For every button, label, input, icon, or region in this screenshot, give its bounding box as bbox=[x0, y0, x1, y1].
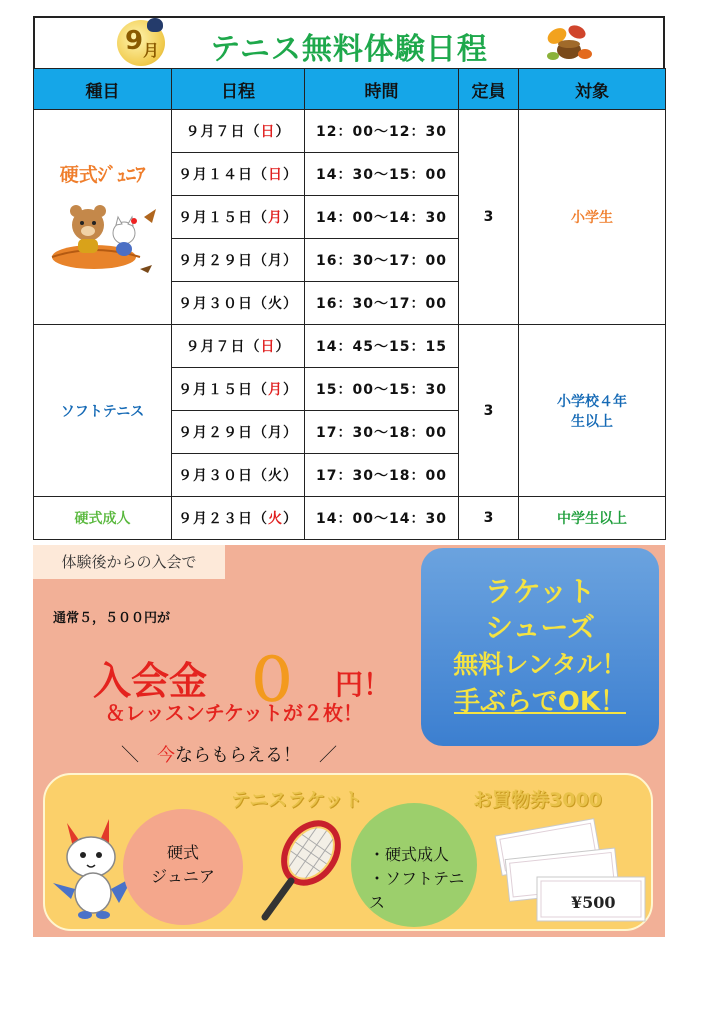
rental-line-free: 無料レンタル！ bbox=[453, 650, 627, 679]
promo-tab-label: 体験後からの入会で bbox=[33, 545, 225, 579]
shopping-voucher-icon bbox=[489, 813, 649, 925]
table-row bbox=[34, 325, 666, 368]
date-cell: ９月１４日（日） bbox=[172, 153, 305, 196]
rental-line-shoes: シューズ bbox=[484, 611, 596, 644]
normal-price-text: 通常５，５００円が bbox=[53, 611, 171, 626]
tennis-racket-icon bbox=[253, 815, 345, 927]
date-cell: ９月１５日（月） bbox=[172, 196, 305, 239]
target-cell: 中学生以上 bbox=[519, 497, 666, 540]
capacity-cell: 3 bbox=[459, 325, 519, 497]
ticket-offer-text: ＆レッスンチケットが２枚！ bbox=[105, 701, 363, 725]
table-row bbox=[34, 497, 666, 540]
time-cell: 15：00～15：30 bbox=[305, 368, 459, 411]
gift-voucher-label: お買物券3000 bbox=[473, 789, 602, 811]
fee-unit: 円！ bbox=[335, 668, 392, 701]
page-title: テニス無料体験日程 bbox=[210, 32, 488, 67]
time-cell: 12：00～12：30 bbox=[305, 110, 459, 153]
date-cell: ９月３０日（火） bbox=[172, 282, 305, 325]
category-cell-junior bbox=[34, 110, 172, 325]
bear-and-cat-on-leaf-icon bbox=[44, 195, 162, 275]
time-cell: 14：00～14：30 bbox=[305, 497, 459, 540]
date-cell: ９月１５日（月） bbox=[172, 368, 305, 411]
fee-value: ０ bbox=[243, 646, 302, 714]
date-cell: ９月７日（日） bbox=[172, 325, 305, 368]
table-header-row bbox=[34, 69, 666, 110]
svg-text:¥500: ¥500 bbox=[571, 893, 616, 912]
adult-softtennis-gift-circle: ・硬式成人 ・ソフトテニス bbox=[351, 803, 477, 927]
gift-racket-label: テニスラケット bbox=[231, 789, 363, 811]
category-label: 硬式ｼﾞｭﾆｱ bbox=[59, 163, 146, 186]
date-cell: ９月２９日（月） bbox=[172, 411, 305, 454]
col-header-category: 種目 bbox=[34, 69, 172, 110]
date-cell: ９月２３日（火） bbox=[172, 497, 305, 540]
col-header-time: 時間 bbox=[305, 69, 459, 110]
table-row bbox=[34, 110, 666, 153]
date-cell: ９月７日（日） bbox=[172, 110, 305, 153]
category-cell-adult: 硬式成人 bbox=[34, 497, 172, 540]
rental-line-ok: 手ぶらでOK！ bbox=[454, 687, 626, 717]
col-header-target: 対象 bbox=[519, 69, 666, 110]
time-cell: 14：00～14：30 bbox=[305, 196, 459, 239]
limited-offer-text: ＼ 今ならもらえる！ ／ bbox=[121, 745, 337, 766]
badge-month: 月 bbox=[143, 41, 160, 60]
free-rental-box bbox=[421, 548, 659, 746]
time-cell: 16：30～17：00 bbox=[305, 282, 459, 325]
col-header-date: 日程 bbox=[172, 69, 305, 110]
autumn-leaves-icon bbox=[543, 22, 595, 66]
fee-label: 入会金 bbox=[93, 659, 208, 703]
gift-box bbox=[43, 773, 653, 931]
time-cell: 17：30～18：00 bbox=[305, 454, 459, 497]
date-cell: ９月２９日（月） bbox=[172, 239, 305, 282]
time-cell: 14：30～15：00 bbox=[305, 153, 459, 196]
junior-gift-circle: 硬式 ジュニア bbox=[123, 809, 243, 925]
time-cell: 16：30～17：00 bbox=[305, 239, 459, 282]
category-cell-soft-tennis: ソフトテニス bbox=[34, 325, 172, 497]
badge-number: 9 bbox=[125, 26, 144, 56]
rental-line-racket: ラケット bbox=[484, 575, 596, 608]
promo-section bbox=[33, 545, 665, 937]
schedule-header bbox=[33, 16, 665, 68]
col-header-capacity: 定員 bbox=[459, 69, 519, 110]
time-cell: 14：45～15：15 bbox=[305, 325, 459, 368]
capacity-cell: 3 bbox=[459, 110, 519, 325]
schedule-table bbox=[33, 68, 666, 540]
target-cell: 小学校４年 生以上 bbox=[519, 325, 666, 497]
capacity-cell: 3 bbox=[459, 497, 519, 540]
time-cell: 17：30～18：00 bbox=[305, 411, 459, 454]
target-cell: 小学生 bbox=[519, 110, 666, 325]
date-cell: ９月３０日（火） bbox=[172, 454, 305, 497]
